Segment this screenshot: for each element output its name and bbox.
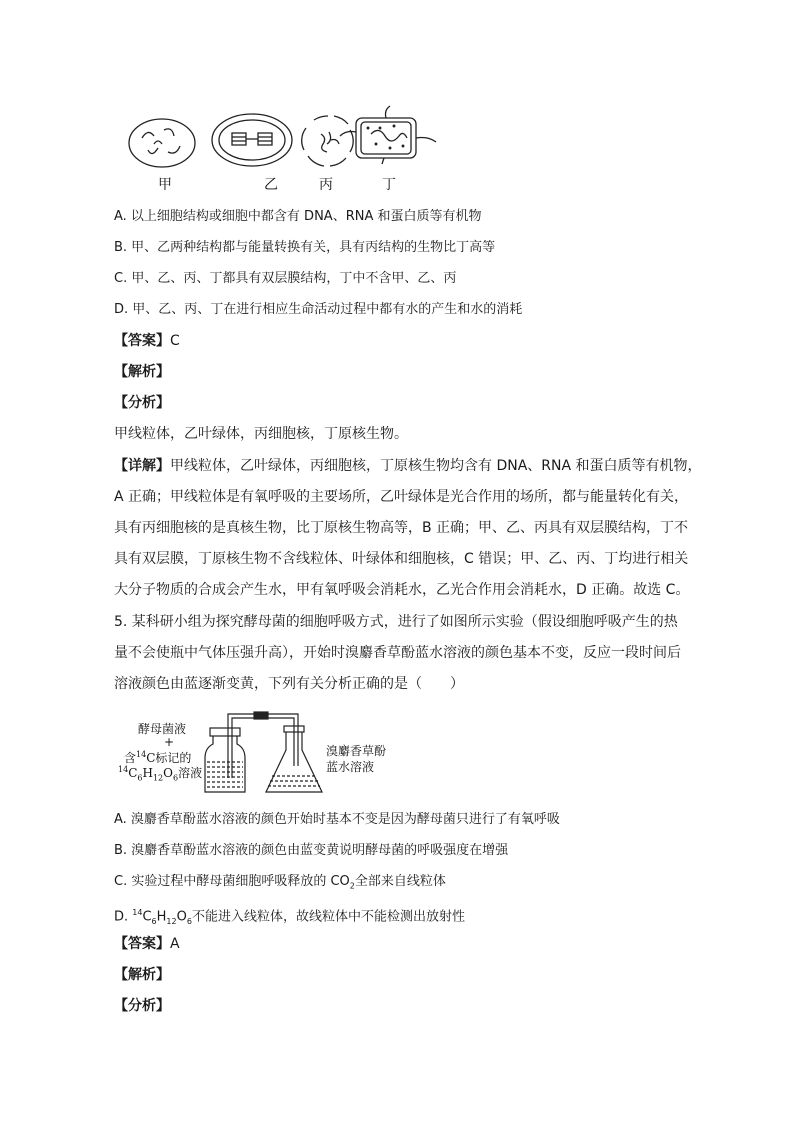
label-c14-marked: 含$^{14}$C标记的 [124,750,192,765]
answer-tag: 【答案】 [114,936,170,952]
q4-option-b: B. 甲、乙两种结构都与能量转换有关，具有丙结构的生物比丁高等 [114,240,496,255]
q5-answer [114,934,180,954]
answer-value: A [170,936,180,952]
prokaryote-drawing [340,106,436,164]
cell-structures-figure [128,100,458,196]
q5-option-d: D. $^{14}C_6H_{12}O_6$不能进入线粒体，故线粒体中不能检测出放射性 [114,908,465,926]
figure-label-jia: 甲 [158,177,172,193]
label-blue-solution: 蓝水溶液 [326,760,375,774]
detail-tag: 【详解】 [114,458,170,474]
q4-detail-line-4: 具有双层膜，丁原核生物不含线粒体、叶绿体和细胞核，C 错误；甲、乙、丙、丁均进行相关 [114,551,689,567]
q4-detail-line-3: 具有丙细胞核的是真核生物，比丁原核生物高等，B 正确；甲、乙、丙具有双层膜结构，丁不 [114,520,689,536]
answer-value: C [170,333,180,349]
q5-option-a: A. 溴麝香草酚蓝水溶液的颜色开始时基本不变是因为酵母菌只进行了有氧呼吸 [114,812,560,827]
q5-option-b: B. 溴麝香草酚蓝水溶液的颜色由蓝变黄说明酵母菌的呼吸强度在增强 [114,843,509,858]
label-yeast: 酵母菌液 [138,722,187,736]
q5-stem-line-2: 量不会使瓶中气体压强升高），开始时溴麝香草酚蓝水溶液的颜色基本不变，反应一段时间后 [114,645,681,661]
figure-label-ding: 丁 [382,177,396,193]
cell-structures-drawing [128,100,458,170]
q5-option-c: C. 实验过程中酵母菌细胞呼吸释放的 $CO_2$全部来自线粒体 [114,874,446,891]
q4-detail-line-1 [114,456,702,476]
q4-analysis-tag: 【解析】 [114,364,170,380]
connecting-tube [228,714,298,778]
mitochondrion-drawing [129,119,195,167]
figure-label-bing: 丙 [319,177,333,193]
figure-label-yi: 乙 [264,177,278,193]
answer-tag: 【答案】 [114,333,170,349]
experiment-apparatus-figure [114,706,424,802]
q4-option-c: C. 甲、乙、丙、丁都具有双层膜结构，丁中不含甲、乙、丙 [114,271,457,286]
q5-stem-line-1: 5. 某科研小组为探究酵母菌的细胞呼吸方式，进行了如图所示实验（假设细胞呼吸产生的热 [114,614,678,630]
q4-detail-line-5: 大分子物质的合成会产生水，甲有氧呼吸会消耗水，乙光合作用会消耗水，D 正确。故选 C。 [114,582,690,598]
nucleus-drawing [302,116,354,166]
label-bromothymol: 溴麝香草酚 [326,744,387,758]
q5-analysis-tag: 【解析】 [114,967,170,983]
q5-stem-line-3: 溶液颜色由蓝逐渐变黄，下列有关分析正确的是（ ） [114,676,464,692]
q4-option-d: D. 甲、乙、丙、丁在进行相应生命活动过程中都有水的产生和水的消耗 [114,302,523,317]
label-plus: + [164,735,175,749]
q4-option-a: A. 以上细胞结构或细胞中都含有 DNA、RNA 和蛋白质等有机物 [114,209,482,224]
q4-answer [114,331,180,351]
yeast-bottle [205,736,245,792]
q5-fenxi-tag: 【分析】 [114,998,170,1014]
detail-text-1: 甲线粒体，乙叶绿体，丙细胞核，丁原核生物均含有 DNA、RNA 和蛋白质等有机物， [170,458,702,474]
q4-fenxi-tag: 【分析】 [114,395,170,411]
chloroplast-drawing [212,114,292,166]
label-glucose-solution: $^{14}C_6H_{12}O_6$溶液 [118,765,203,783]
q4-detail-line-2: A 正确；甲线粒体是有氧呼吸的主要场所，乙叶绿体是光合作用的场所，都与能量转化有关， [114,489,689,505]
q4-fenxi-text: 甲线粒体，乙叶绿体，丙细胞核，丁原核生物。 [114,426,408,442]
